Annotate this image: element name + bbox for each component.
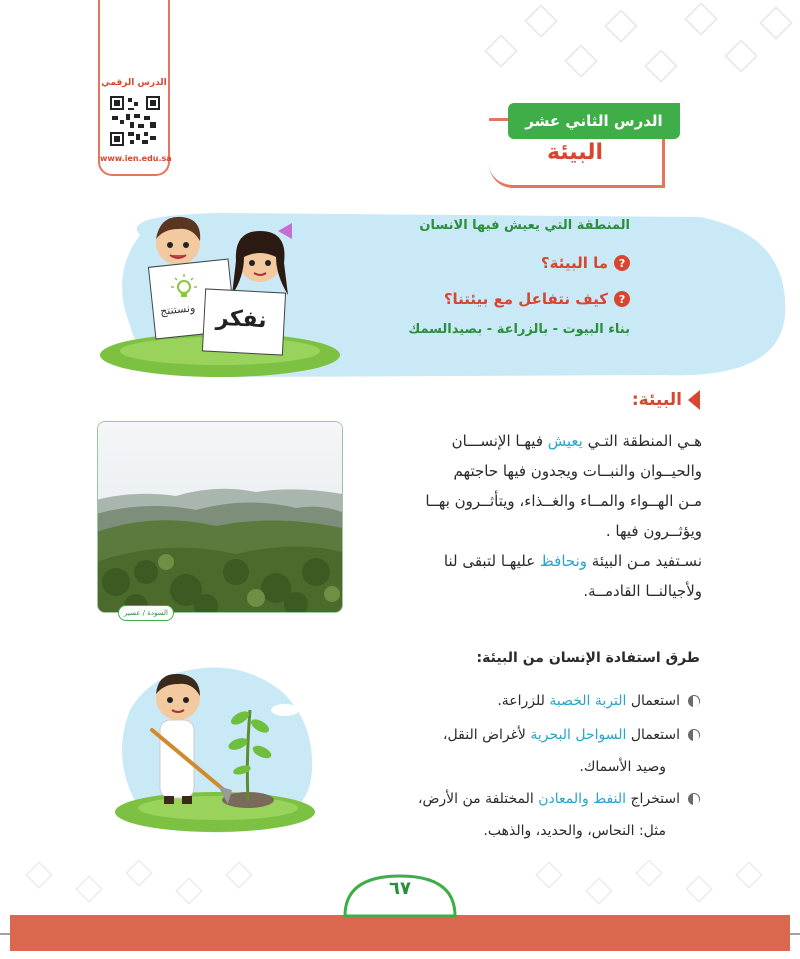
item-continuation: وصيد الأسماك. bbox=[579, 759, 666, 775]
photo-caption: السودة / عسير bbox=[118, 605, 174, 621]
banner-question-2 bbox=[444, 290, 630, 308]
item-highlight: التربة الخصبة bbox=[549, 693, 627, 709]
section-heading bbox=[632, 390, 700, 410]
para-text: نسـتفيد مـن البيئة bbox=[587, 552, 702, 570]
digital-lesson-box[interactable] bbox=[98, 0, 170, 176]
arrow-icon bbox=[688, 390, 700, 410]
para-line bbox=[352, 426, 702, 456]
section-title: البيئة: bbox=[631, 390, 682, 410]
boy-character bbox=[156, 217, 200, 265]
para-line: مـن الهــواء والمــاء والغــذاء، ويتأثــرون بهــا bbox=[425, 492, 702, 510]
list-item bbox=[330, 684, 700, 718]
ways-list bbox=[330, 684, 700, 846]
para-line: ويؤثــرون فيها . bbox=[605, 522, 702, 540]
ways-heading: طرق استفادة الإنسان من البيئة: bbox=[476, 650, 700, 666]
banner-answers: بناء البيوت - بالزراعة - بصيدالسمك bbox=[408, 322, 630, 337]
item-text: لأغراض النقل، bbox=[443, 727, 531, 743]
item-text: استعمال bbox=[626, 693, 680, 709]
para-line bbox=[352, 546, 702, 576]
item-highlight: النفط والمعادن bbox=[538, 791, 627, 807]
item-text: للزراعة. bbox=[497, 693, 550, 709]
digital-lesson-url[interactable]: www.ien.edu.sa bbox=[100, 154, 172, 163]
banner-question-1 bbox=[541, 254, 630, 272]
para-text: عليهـا لتبقى لنا bbox=[443, 552, 540, 570]
list-item bbox=[330, 782, 700, 846]
para-highlight: ونحافظ bbox=[539, 552, 588, 570]
environment-definition bbox=[352, 426, 702, 606]
question-icon: ? bbox=[614, 255, 630, 271]
lesson-number: الدرس الثاني عشر bbox=[525, 112, 663, 130]
lesson-title: البيئة bbox=[546, 140, 604, 165]
digital-lesson-label: الدرس الرقمي bbox=[101, 78, 167, 88]
sign-big-text: نفكر bbox=[215, 305, 268, 334]
boy-planting-illustration bbox=[100, 640, 320, 840]
item-continuation: مثل: النحاس، والحديد، والذهب. bbox=[483, 823, 666, 839]
landscape-photo bbox=[97, 421, 343, 613]
para-text: فيهـا الإنســـان bbox=[451, 432, 548, 450]
diamond-pattern-top bbox=[470, 0, 800, 100]
question-1-text: ما البيئة؟ bbox=[540, 254, 608, 272]
para-line: ولأجيالنــا القادمــة. bbox=[583, 582, 702, 600]
para-text: هـي المنطقة التـي bbox=[582, 432, 702, 450]
item-text: استعمال bbox=[626, 727, 680, 743]
qr-code-icon[interactable] bbox=[110, 96, 160, 146]
item-text: المختلفة من الأرض، bbox=[417, 791, 539, 807]
para-line: والحيــوان والنبــات ويجدون فيها حاجتهم bbox=[453, 462, 702, 480]
half-circle-bullet-icon bbox=[688, 729, 700, 741]
question-2-text: كيف نتفاعل مع بيئتنا؟ bbox=[443, 290, 608, 308]
para-highlight: يعيش bbox=[547, 432, 583, 450]
banner-definition: المنطقة التي يعيش فيها الانسان bbox=[419, 218, 630, 233]
question-icon: ? bbox=[614, 291, 630, 307]
lesson-number-tab bbox=[508, 103, 680, 139]
half-circle-bullet-icon bbox=[688, 793, 700, 805]
sign-small-text: ونستنتج bbox=[159, 301, 196, 318]
item-text: استخراج bbox=[626, 791, 680, 807]
page-footer bbox=[0, 860, 800, 959]
half-circle-bullet-icon bbox=[688, 695, 700, 707]
list-item bbox=[330, 718, 700, 782]
page-number: ٦٧ bbox=[389, 878, 411, 899]
item-highlight: السواحل البحرية bbox=[530, 727, 627, 743]
mountain-landscape-image bbox=[97, 422, 342, 613]
